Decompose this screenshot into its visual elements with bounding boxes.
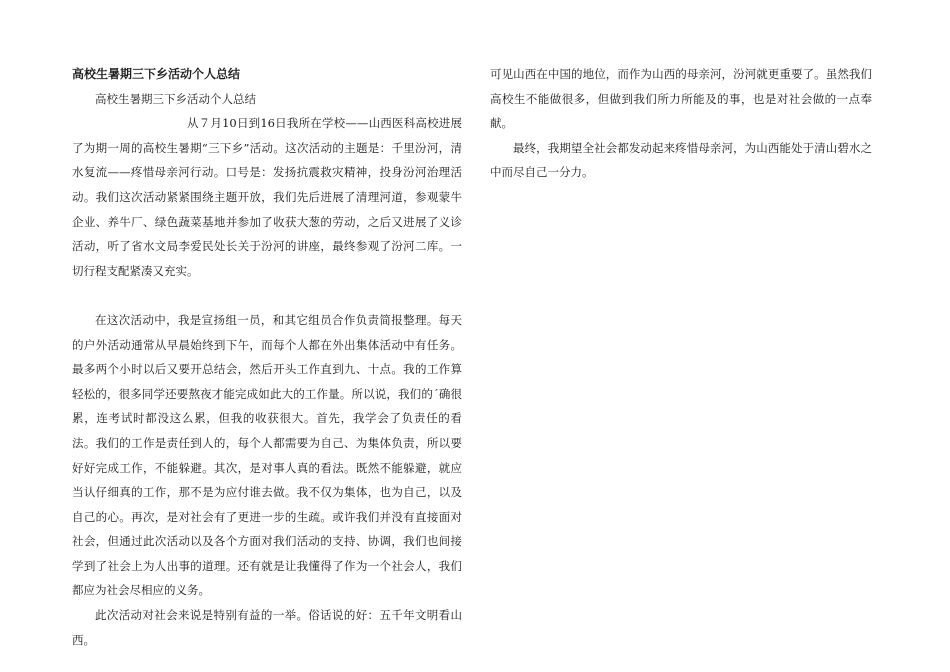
paragraph-significance: 此次活动对社会来说是特别有益的一举。俗话说的好：五千年文明看山西。 <box>72 608 462 647</box>
paragraph-conclusion: 最终，我期望全社会都发动起来疼惜母亲河，为山西能处于清山碧水之中而尽自己一分力。 <box>490 140 872 180</box>
paragraph-intro: 从７月10日到16日我所在学校——山西医科高校进展了为期一周的高校生暑期“三下乡”活动。这次活动的主题是：千里汾河，清水复流——疼惜母亲河行动。口号是：发扬抗震救灾精神，投身汾河治理活动。我们这次活动紧紧围绕主题开放，我们先后进展了清理河道，参观蒙牛企业、养牛厂、绿色蔬菜基地并参加了收获大葱的劳动，之后又进展了义诊活动，听了省水文局李爱民处长关于汾河的讲座，最终参观了汾河二库。一切行程支配紧凑又充实。 <box>72 116 462 278</box>
left-column <box>72 62 462 652</box>
right-column <box>490 62 872 185</box>
paragraph-significance-continued: 可见山西在中国的地位，而作为山西的母亲河，汾河就更重要了。虽然我们高校生不能做很多，但做到我们所力所能及的事，也是对社会做的一点奉献。 <box>490 67 872 131</box>
paragraph-experience: 在这次活动中，我是宣扬组一员，和其它组员合作负责简报整理。每天的户外活动通常从早晨始终到下午，而每个人都在外出集体活动中有任务。最多两个小时以后又要开总结会，然后开头工作直到九、十点。我的工作算轻松的，很多同学还要熬夜才能完成如此大的工作量。所以说，我们的´确很累，连考试时都没这么累，但我的收获很大。首先，我学会了负责任的看法。我们的工作是责任到人的，每个人都需要为自己、为集体负责，所以要好好完成工作，不能躲避。其次，是对事人真的看法。既然不能躲避，就应当认仔细真的工作，那不是为应付谁去做。我不仅为集体，也为自己，以及自己的心。再次，是对社会有了更进一步的生疏。或许我们并没有直接面对社会，但通过此次活动以及各个方面对我们活动的支持、协调，我们也间接学到了社会上为人出事的道理。还有就是让我懂得了作为一个社会人，我们都应为社会尽相应的义务。 <box>72 312 462 598</box>
document-title: 高校生暑期三下乡活动个人总结 <box>72 67 241 81</box>
document-subtitle: 高校生暑期三下乡活动个人总结 <box>95 91 256 106</box>
